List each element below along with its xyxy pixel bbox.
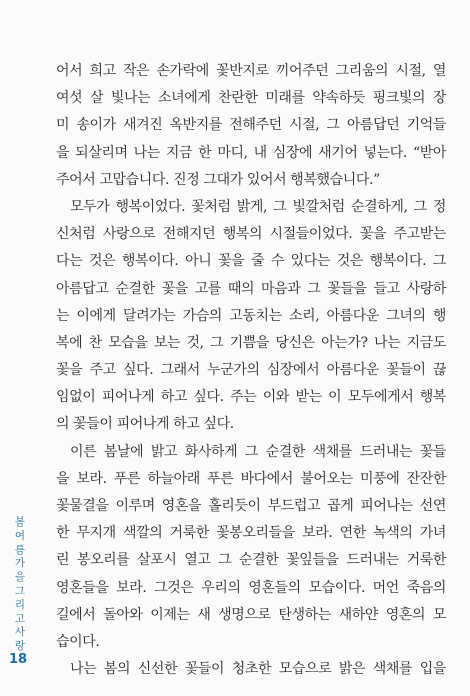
- text-line: 길에서 돌아와 이제는 새 생명으로 탄생하는 새하얀 영혼의 모: [56, 606, 446, 623]
- title-char: 그: [14, 584, 26, 597]
- title-char: 사: [14, 626, 26, 639]
- body-text: [56, 58, 446, 683]
- text-line: 모두가 행복이었다. 꽃처럼 밝게, 그 빛깔처럼 순결하게, 그 정: [70, 198, 446, 215]
- text-line: 다는 것은 행복이다. 아니 꽃을 줄 수 있다는 것은 행복이다. 그: [56, 253, 446, 270]
- text-line: 는 이에게 달려가는 가슴의 고동치는 소리, 아름다운 그녀의 행: [56, 307, 446, 324]
- text-line: 나는 봄의 신선한 꽃들이 청초한 모습으로 밝은 색채를 입을: [70, 661, 446, 678]
- title-char: 리: [14, 598, 26, 611]
- text-line: 의 꽃들이 피어나게 하고 싶다.: [56, 416, 234, 433]
- text-line: 복에 찬 모습을 보는 것, 그 기쁨을 당신은 아는가? 나는 지금도: [56, 334, 446, 351]
- title-char: 여: [14, 529, 26, 542]
- title-char: 랑: [14, 640, 26, 653]
- text-line: 을 보라. 푸른 하늘아래 푸른 바다에서 불어오는 미풍에 잔잔한: [56, 470, 446, 487]
- text-line: 영혼들을 보라. 그것은 우리의 영혼들의 모습이다. 머언 죽음의: [56, 579, 446, 596]
- text-line: 주어서 고맙습니다. 진정 그대가 있어서 행복했습니다.”: [56, 171, 380, 188]
- text-line: 꽃물결을 이루며 영혼을 홀리듯이 부드럽고 곱게 피어나는 선연: [56, 498, 446, 514]
- text-line: 린 봉오리를 살포시 열고 그 순결한 꽃잎들을 드러내는 거룩한: [56, 552, 446, 569]
- text-line: 꽃을 주고 싶다. 그래서 누군가의 심장에서 아름다운 꽃들이 끊: [56, 362, 446, 379]
- title-char: 고: [14, 612, 26, 625]
- page-number: 18: [9, 652, 28, 667]
- text-line: 한 무지개 색깔의 거룩한 꽃봉오리들을 보라. 연한 녹색의 가녀: [56, 525, 446, 542]
- text-line: 임없이 피어나게 하고 싶다. 주는 이와 받는 이 모두에게서 행복: [56, 389, 446, 406]
- text-line: 을 되살리며 나는 지금 한 마디, 내 심장에 새기어 넣는다. “받아: [56, 144, 446, 161]
- text-line: 신처럼 사랑으로 전해지던 행복의 시절들이었다. 꽃을 주고받는: [56, 226, 446, 243]
- title-char: 봄: [14, 516, 26, 528]
- text-line: 습이다.: [56, 633, 100, 650]
- title-char: 가: [14, 557, 26, 570]
- text-line: 이른 봄날에 밝고 화사하게 그 순결한 색채를 드러내는 꽃들: [70, 443, 446, 460]
- title-char: 을: [14, 571, 26, 584]
- book-title-vertical: [12, 516, 28, 654]
- text-line: 아름답고 순결한 꽃을 고를 때의 마음과 그 꽃들을 들고 사랑하: [56, 280, 446, 297]
- text-line: 여섯 살 빛나는 소녀에게 찬란한 미래를 약속하듯 핑크빛의 장: [56, 90, 446, 107]
- text-line: 어서 희고 작은 손가락에 꽃반지로 끼어주던 그리움의 시절, 열: [56, 63, 446, 79]
- title-char: 름: [14, 543, 26, 556]
- text-line: 미 송이가 새겨진 옥반지를 전해주던 시절, 그 아름답던 기억들: [56, 117, 446, 134]
